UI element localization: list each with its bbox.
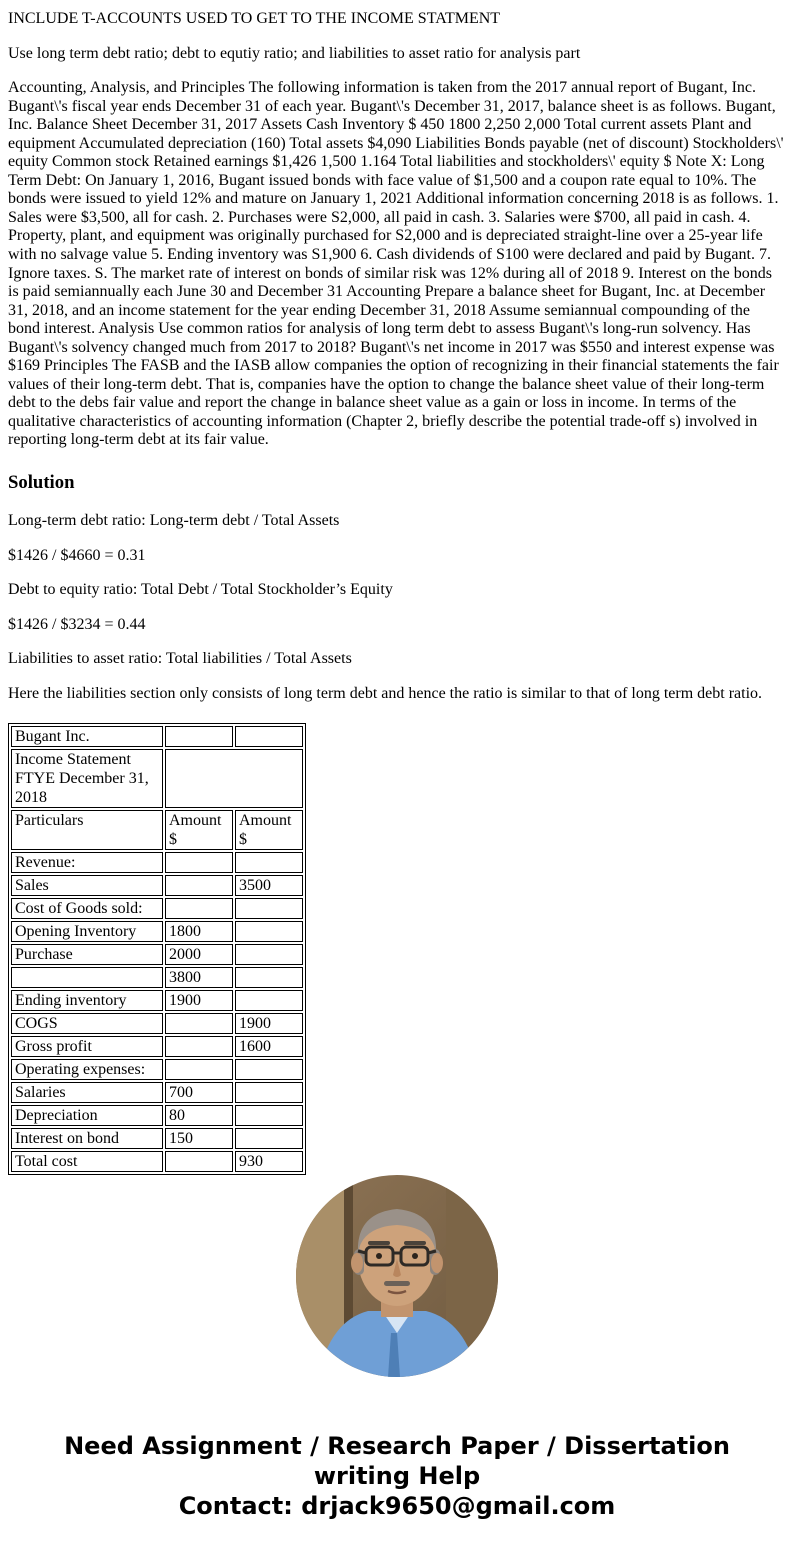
table-cell xyxy=(235,852,303,873)
table-cell: Cost of Goods sold: xyxy=(11,898,163,919)
table-row xyxy=(11,1013,303,1034)
table-row xyxy=(11,1128,303,1149)
table-cell xyxy=(165,1036,233,1057)
table-cell: Total cost xyxy=(11,1151,163,1172)
solution-line-lta-ratio: Liabilities to asset ratio: Total liabilities / Total Assets xyxy=(8,650,352,668)
table-cell xyxy=(235,1082,303,1103)
tutor-photo xyxy=(296,1175,498,1377)
solution-line-dte-calc: $1426 / $3234 = 0.44 xyxy=(8,615,146,633)
solution-line-ltd-ratio: Long-term debt ratio: Long-term debt / Total Assets xyxy=(8,512,340,530)
table-row xyxy=(11,1036,303,1057)
table-cell xyxy=(235,967,303,988)
table-cell xyxy=(165,875,233,896)
table-cell xyxy=(235,1059,303,1080)
table-cell: Gross profit xyxy=(11,1036,163,1057)
table-cell: Bugant Inc. xyxy=(11,726,163,747)
table-row xyxy=(11,921,303,942)
table-cell: 150 xyxy=(165,1128,233,1149)
footer-line-1: Need Assignment / Research Paper / Dissertation xyxy=(64,1432,730,1461)
table-cell: 930 xyxy=(235,1151,303,1172)
table-cell xyxy=(165,1151,233,1172)
solution-heading: Solution xyxy=(8,472,75,494)
table-row xyxy=(11,898,303,919)
table-cell xyxy=(235,1105,303,1126)
table-cell: Amount $ xyxy=(165,810,233,850)
table-cell xyxy=(235,898,303,919)
solution-line-lta-note: Here the liabilities section only consists of long term debt and hence the ratio is similar to that of long term debt ratio. xyxy=(8,684,763,702)
table-row xyxy=(11,967,303,988)
table-row xyxy=(11,810,303,850)
footer-cta xyxy=(8,1431,786,1521)
problem-paragraph: Accounting, Analysis, and Principles The following information is taken from the 2017 annual report of Bugant, Inc. Bugant\'s fiscal year ends December 31 of each year. Bugant\'s December 31, 2017, balance sheet is as follows. Bugant, Inc. Balance Sheet December 31, 2017 Assets Cash Inventory $ 450 1800 2,250 2,000 Total current assets Plant and equipment Accumulated depreciation (160) Total assets $4,090 Liabilities Bonds payable (net of discount) Stockholders\' equity Common stock Retained earnings $1,426 1,500 1.164 Total liabilities and stockholders\' equity $ Note X: Long Term Debt: On January 1, 2016, Bugant issued bonds with face value of $1,500 and a coupon rate equal to 10%. The bonds were issued to yield 12% and mature on January 1, 2021 Additional information concerning 2018 is as follows. 1. Sales were $3,500, all for cash. 2. Purchases were S2,000, all paid in cash. 3. Salaries were $700, all paid in cash. 4. Property, plant, and equipment was originally purchased for S2,000 and is depreciated straight-line over a 25-year life with no salvage value 5. Ending inventory was S1,900 6. Cash dividends of S100 were declared and paid by Bugant. 7. Ignore taxes. S. The market rate of interest on bonds of similar risk was 12% during all of 2018 9. Interest on the bonds is paid semiannually each June 30 and December 31 Accounting Prepare a balance sheet for Bugant, Inc. at December 31, 2018, and an income statement for the year ending December 31, 2018 Assume semiannual compounding of the bond interest. Analysis Use common ratios for analysis of long term debt to assess Bugant\'s long-run solvency. Has Bugant\'s solvency changed much from 2017 to 2018? Bugant\'s net income in 2017 was $550 and interest expense was $169 Principles The FASB and the IASB allow companies the option of recognizing in their financial statements the fair values of their long-term debt. That is, companies have the option to change the balance sheet value of their long-term debt to the debs fair value and report the change in balance sheet value as a gain or loss in income. In terms of the qualitative characteristics of accounting information (Chapter 2, briefly describe the potential trade-off s) involved in reporting long-term debt at its fair value. xyxy=(8,79,784,449)
table-row xyxy=(11,1151,303,1172)
table-cell: Purchase xyxy=(11,944,163,965)
table-row xyxy=(11,1105,303,1126)
income-statement-table xyxy=(8,723,306,1175)
header-line: INCLUDE T-ACCOUNTS USED TO GET TO THE INCOME STATMENT xyxy=(8,10,501,27)
table-cell: Sales xyxy=(11,875,163,896)
avatar-section xyxy=(8,1175,786,1377)
table-cell xyxy=(11,967,163,988)
table-cell xyxy=(235,990,303,1011)
table-cell xyxy=(165,749,303,808)
table-cell: 1900 xyxy=(235,1013,303,1034)
table-cell: 1900 xyxy=(165,990,233,1011)
table-row xyxy=(11,990,303,1011)
footer-line-2: writing Help xyxy=(313,1462,481,1491)
table-cell: Opening Inventory xyxy=(11,921,163,942)
table-row xyxy=(11,852,303,873)
table-cell: 80 xyxy=(165,1105,233,1126)
income-statement-table-clip xyxy=(8,723,786,1171)
table-cell xyxy=(165,898,233,919)
table-cell: Amount $ xyxy=(235,810,303,850)
table-cell xyxy=(235,1128,303,1149)
table-cell xyxy=(235,726,303,747)
table-row xyxy=(11,944,303,965)
table-row xyxy=(11,1082,303,1103)
table-cell: Income Statement FTYE December 31, 2018 xyxy=(11,749,163,808)
table-row xyxy=(11,749,303,808)
table-cell: Revenue: xyxy=(11,852,163,873)
table-cell: 700 xyxy=(165,1082,233,1103)
table-cell: COGS xyxy=(11,1013,163,1034)
table-cell: 3500 xyxy=(235,875,303,896)
solution-line-ltd-calc: $1426 / $4660 = 0.31 xyxy=(8,546,146,564)
table-cell: 3800 xyxy=(165,967,233,988)
table-cell: 1600 xyxy=(235,1036,303,1057)
table-cell: 1800 xyxy=(165,921,233,942)
table-cell xyxy=(165,852,233,873)
table-cell: Ending inventory xyxy=(11,990,163,1011)
table-cell xyxy=(165,1013,233,1034)
table-cell xyxy=(235,921,303,942)
table-cell xyxy=(235,944,303,965)
table-cell xyxy=(165,1059,233,1080)
tutor-photo-illustration xyxy=(296,1175,498,1377)
table-cell xyxy=(165,726,233,747)
table-row xyxy=(11,1059,303,1080)
solution-line-dte-ratio: Debt to equity ratio: Total Debt / Total Stockholder’s Equity xyxy=(8,581,393,599)
footer-contact-email: Contact: drjack9650@gmail.com xyxy=(178,1492,616,1521)
table-cell: Salaries xyxy=(11,1082,163,1103)
table-cell: Depreciation xyxy=(11,1105,163,1126)
table-cell: Interest on bond xyxy=(11,1128,163,1149)
table-cell: 2000 xyxy=(165,944,233,965)
table-cell: Operating expenses: xyxy=(11,1059,163,1080)
intro-line: Use long term debt ratio; debt to equtiy ratio; and liabilities to asset ratio for analysis part xyxy=(8,44,581,62)
table-row xyxy=(11,875,303,896)
table-cell: Particulars xyxy=(11,810,163,850)
table-row xyxy=(11,726,303,747)
